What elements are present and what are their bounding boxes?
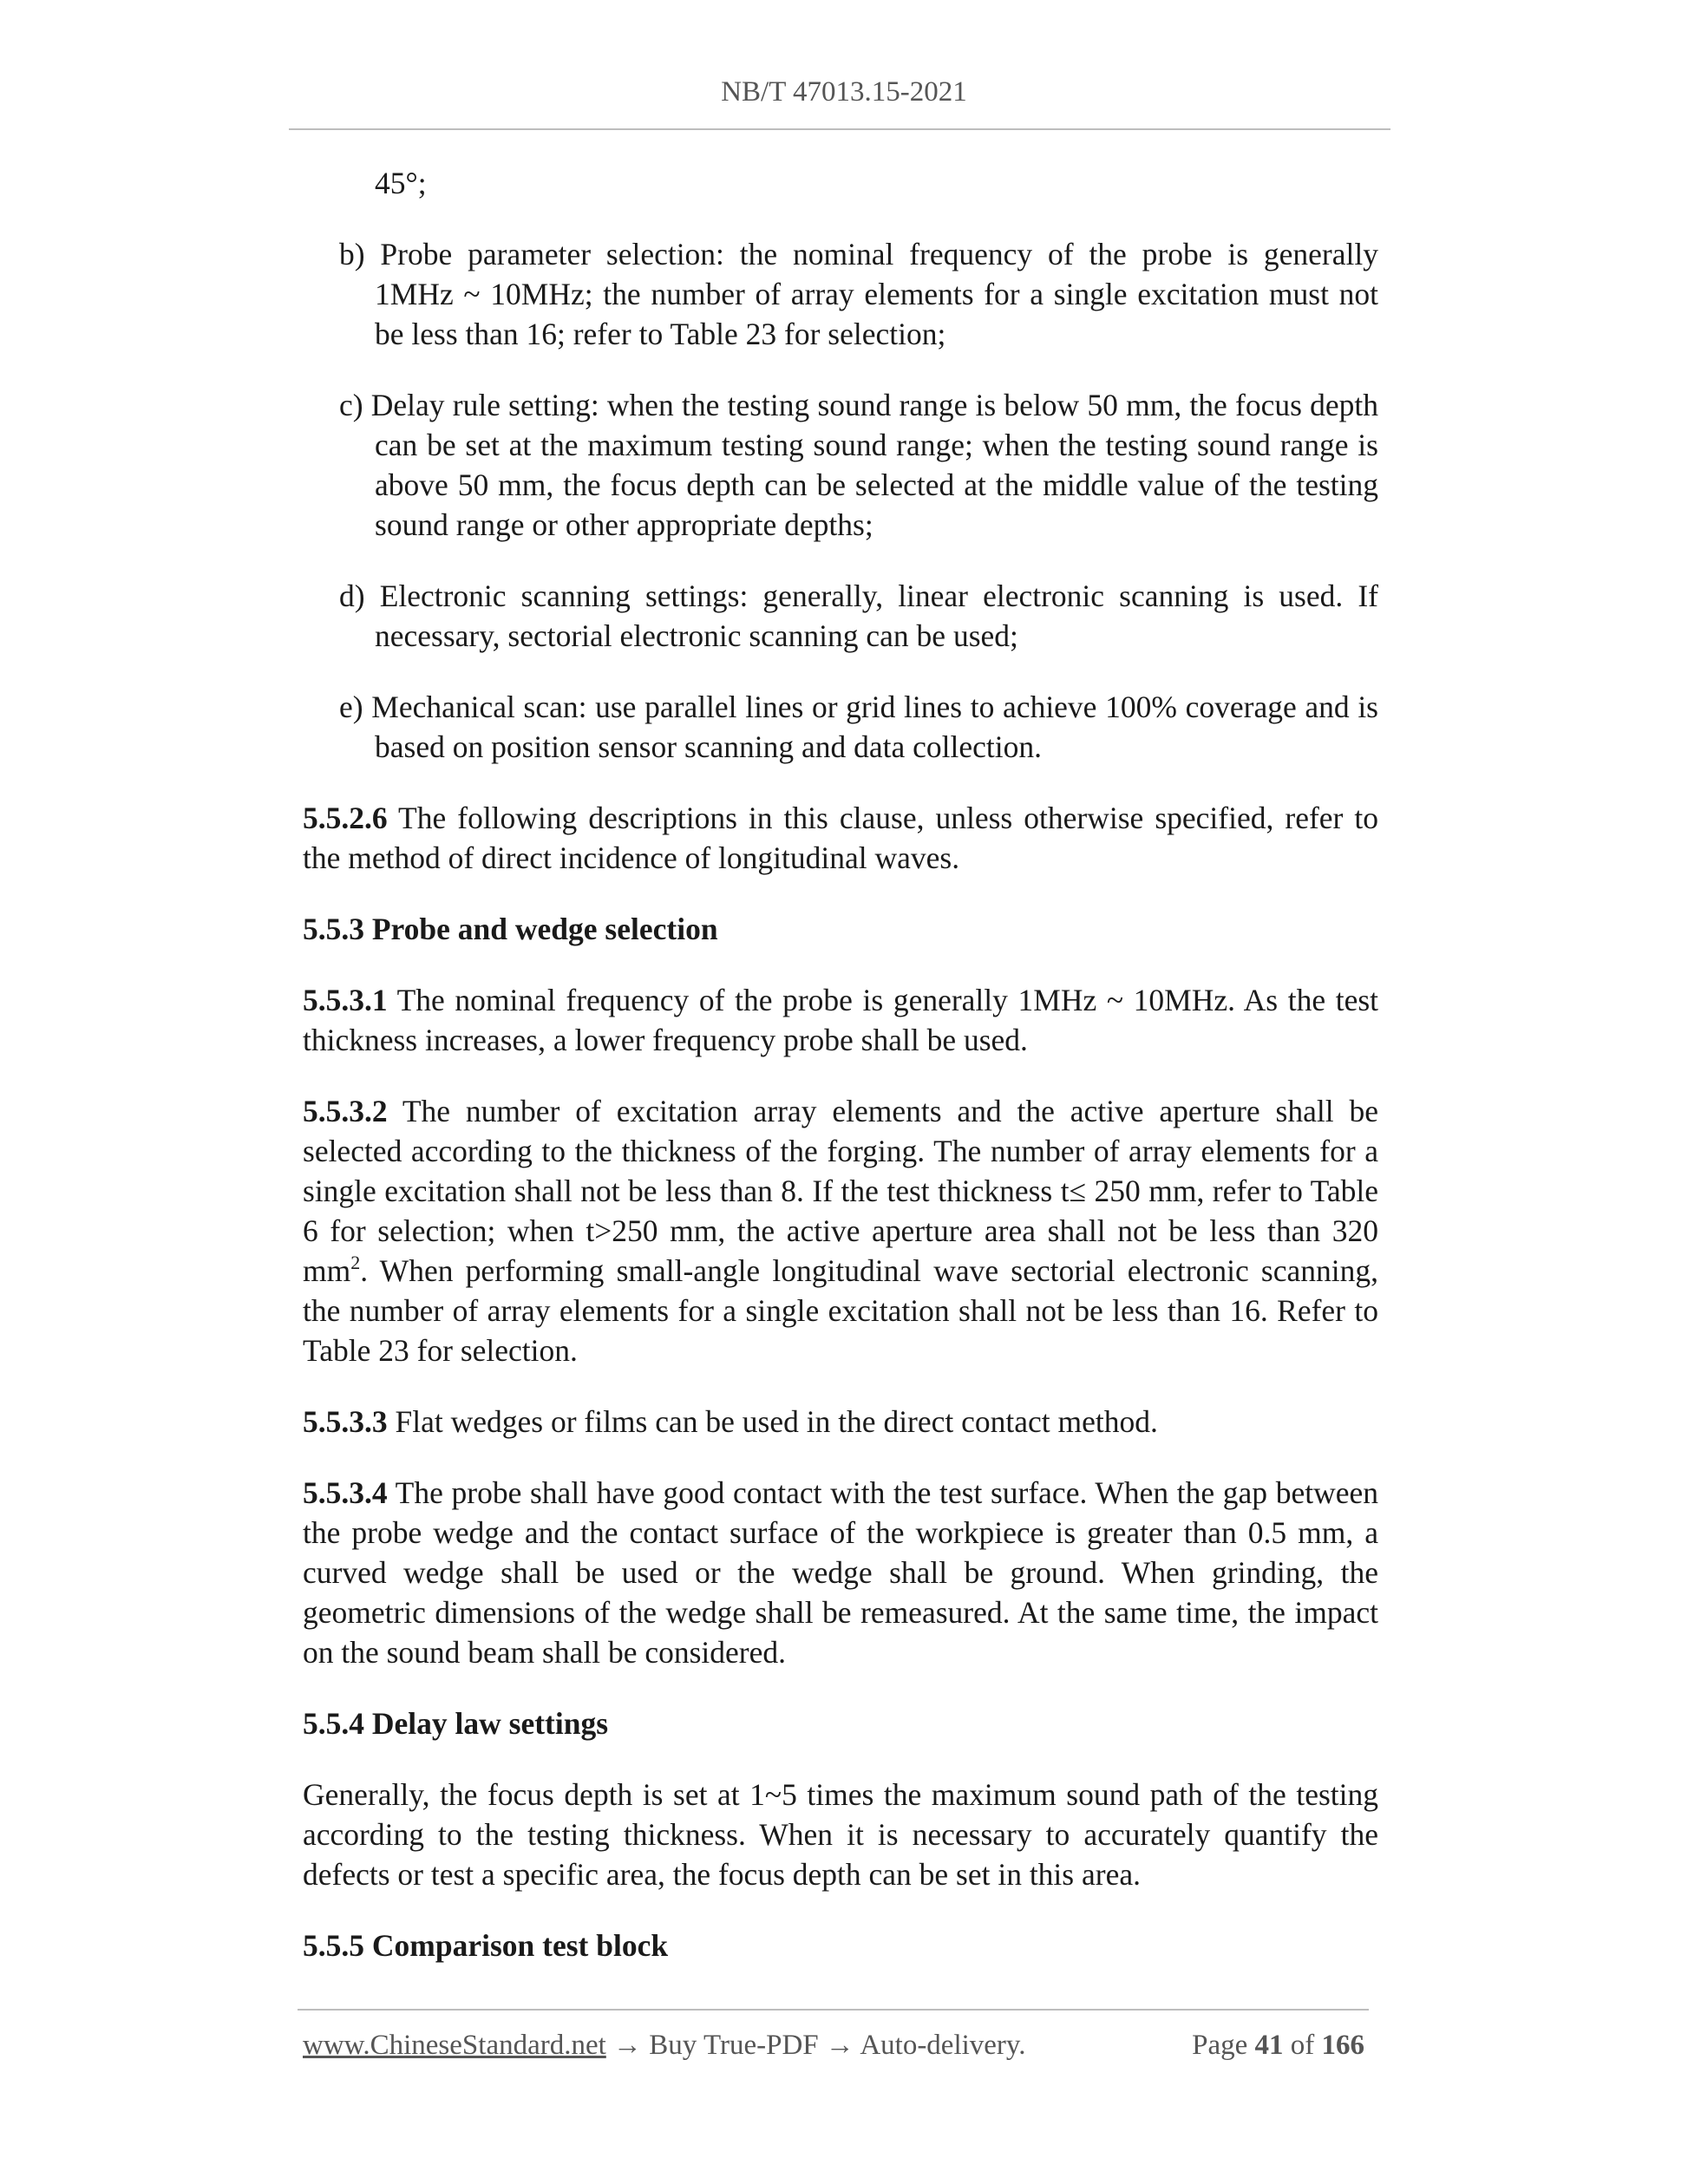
clause-text: Flat wedges or films can be used in the direct contact method.	[387, 1404, 1158, 1439]
section-heading-5-5-4: 5.5.4 Delay law settings	[303, 1706, 609, 1741]
page-label: Page	[1192, 2030, 1255, 2061]
clause-text: The following descriptions in this clause, unless otherwise specified, refer to the method of direct incidence of longitudinal waves.	[303, 801, 1378, 875]
buy-pdf-text: Buy True-PDF	[649, 2030, 819, 2061]
clause-text: The number of excitation array elements and the active aperture shall be selected according to the thickness of the forging. The number of array elements for a single excitation shall not be less than 8. If the test thickness t≤ 250 mm, refer to Table 6 for selection; when t>250 mm, the active aperture area shall not be less than 320 mm	[303, 1094, 1378, 1288]
header-divider	[289, 128, 1390, 130]
clause-text: The nominal frequency of the probe is generally 1MHz ~ 10MHz. As the test thickness increases, a lower frequency probe shall be used.	[303, 983, 1378, 1057]
clause-5-5-3-4	[303, 1473, 1378, 1672]
section-5-5-4-text: Generally, the focus depth is set at 1~5 times the maximum sound path of the testing according to the testing thickness. When it is necessary to accurately quantify the defects or test a specific area, the focus depth can be set in this area.	[303, 1777, 1378, 1892]
list-item-c: c) Delay rule setting: when the testing sound range is below 50 mm, the focus depth can be set at the maximum testing sound range; when the testing sound range is above 50 mm, the focus depth can be selected at the middle value of the testing sound range or other appropriate depths;	[339, 388, 1378, 542]
auto-delivery-text: Auto-delivery.	[860, 2030, 1026, 2061]
section-heading-5-5-5: 5.5.5 Comparison test block	[303, 1928, 669, 1963]
current-page-number: 41	[1254, 2030, 1284, 2061]
website-link[interactable]: www.ChineseStandard.net	[303, 2030, 606, 2061]
footer-divider	[298, 2009, 1369, 2011]
clause-5-5-2-6	[303, 798, 1378, 878]
list-item-d: d) Electronic scanning settings: generally, linear electronic scanning is used. If necessary, sectorial electronic scanning can be used;	[339, 579, 1378, 653]
clause-number: 5.5.3.4	[303, 1475, 388, 1510]
document-body	[303, 163, 1378, 1997]
clause-5-5-3-2	[303, 1091, 1378, 1370]
list-item-b: b) Probe parameter selection: the nominal frequency of the probe is generally 1MHz ~ 10MHz; the number of array elements for a single excitation must not be less than 16; refer to Table 23 for selection;	[339, 237, 1378, 351]
clause-number: 5.5.3.1	[303, 983, 388, 1017]
page-indicator	[1192, 2030, 1364, 2062]
arrow-icon: →	[605, 2030, 650, 2061]
clause-text-continued: . When performing small-angle longitudinal wave sectorial electronic scanning, the number of array elements for a single excitation shall not be less than 16. Refer to Table 23 for selection.	[303, 1253, 1378, 1368]
clause-number: 5.5.3.3	[303, 1404, 388, 1439]
clause-5-5-3-3	[303, 1402, 1378, 1442]
clause-number: 5.5.3.2	[303, 1094, 388, 1128]
page-header-title: NB/T 47013.15-2021	[721, 76, 967, 108]
superscript: 2	[350, 1252, 361, 1273]
clause-number: 5.5.2.6	[303, 801, 388, 835]
clause-5-5-3-1	[303, 980, 1378, 1060]
list-item-e: e) Mechanical scan: use parallel lines or grid lines to achieve 100% coverage and is based on position sensor scanning and data collection.	[339, 690, 1378, 764]
total-pages-number: 166	[1321, 2030, 1364, 2061]
arrow-icon: →	[818, 2030, 860, 2061]
section-heading-5-5-3: 5.5.3 Probe and wedge selection	[303, 912, 718, 946]
of-label: of	[1283, 2030, 1322, 2061]
continued-item-text: 45°;	[375, 166, 427, 200]
footer-links	[303, 2030, 1026, 2062]
clause-text: The probe shall have good contact with the test surface. When the gap between the probe wedge and the contact surface of the workpiece is greater than 0.5 mm, a curved wedge shall be used or the wedge shall be ground. When grinding, the geometric dimensions of the wedge shall be remeasured. At the same time, the impact on the sound beam shall be considered.	[303, 1475, 1378, 1670]
